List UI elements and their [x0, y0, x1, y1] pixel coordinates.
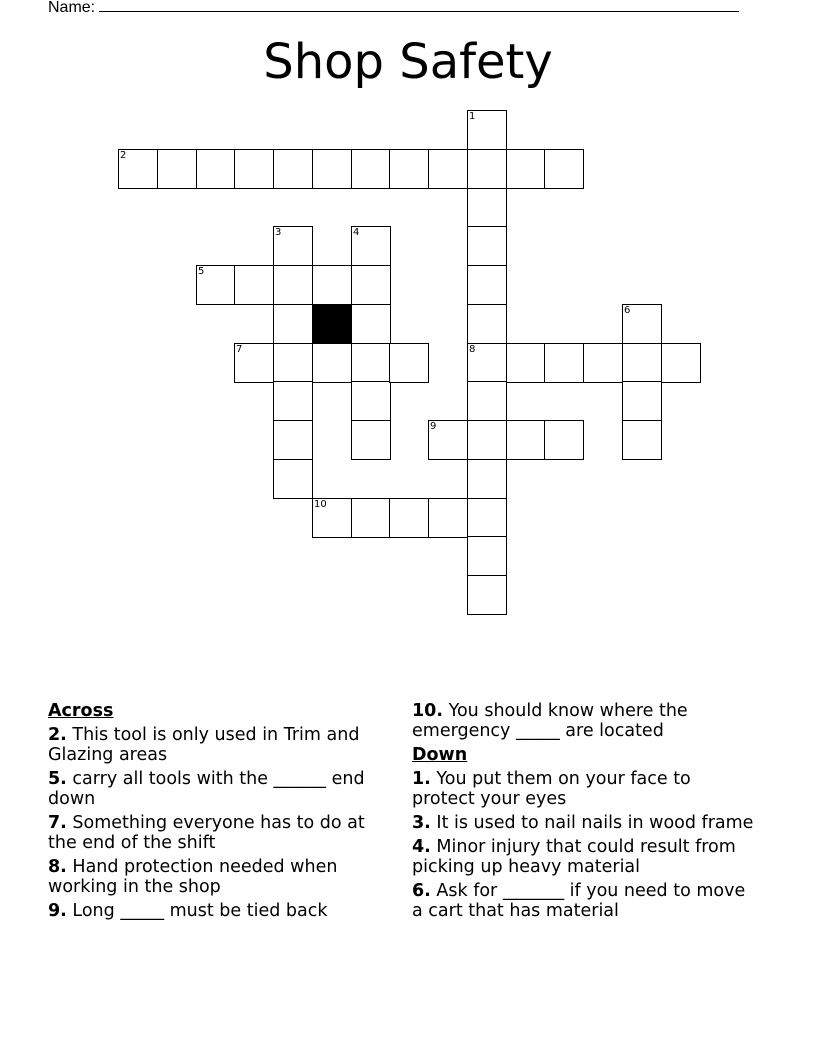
- grid-cell[interactable]: [622, 381, 662, 421]
- grid-cell[interactable]: [273, 265, 313, 305]
- grid-cell[interactable]: [234, 149, 274, 189]
- grid-cell[interactable]: [351, 149, 391, 189]
- grid-cell[interactable]: [467, 381, 507, 421]
- grid-cell[interactable]: [351, 381, 391, 421]
- across-heading: Across: [48, 701, 114, 721]
- clue-across-10: 10. You should know where the emergency _____ are located: [412, 701, 688, 741]
- name-field[interactable]: [48, 0, 739, 17]
- clue-number: 5: [198, 266, 205, 277]
- clue-number: 7: [236, 344, 243, 355]
- page-title: Shop Safety: [263, 34, 553, 90]
- grid-cell[interactable]: [118, 149, 158, 189]
- grid-cell[interactable]: [622, 304, 662, 344]
- grid-cell[interactable]: [312, 343, 352, 383]
- clue-down-6: 6. Ask for _______ if you need to move a cart that has material: [412, 881, 746, 921]
- grid-cell[interactable]: [467, 536, 507, 576]
- grid-cell[interactable]: [389, 149, 429, 189]
- grid-cell[interactable]: [467, 149, 507, 189]
- name-underline[interactable]: [99, 0, 739, 12]
- clue-across-7: 7. Something everyone has to do at the end of the shift: [48, 813, 365, 853]
- grid-cell[interactable]: [544, 343, 584, 383]
- grid-cell[interactable]: [467, 304, 507, 344]
- grid-cell[interactable]: [273, 304, 313, 344]
- grid-cell[interactable]: [622, 343, 662, 383]
- grid-cell[interactable]: [351, 226, 391, 266]
- grid-cell[interactable]: [467, 226, 507, 266]
- clue-down-1: 1. You put them on your face to protect your eyes: [412, 769, 691, 809]
- grid-cell[interactable]: [273, 459, 313, 499]
- clue-down-3: 3. It is used to nail nails in wood frame: [412, 813, 754, 833]
- name-label: Name:: [48, 0, 96, 16]
- grid-cell[interactable]: [157, 149, 197, 189]
- grid-cell[interactable]: [506, 343, 546, 383]
- grid-cell[interactable]: [622, 420, 662, 460]
- grid-cell[interactable]: [467, 420, 507, 460]
- grid-cell[interactable]: [196, 265, 236, 305]
- grid-cell[interactable]: [196, 149, 236, 189]
- clue-number: 2: [120, 150, 127, 161]
- grid-cell[interactable]: [506, 149, 546, 189]
- grid-cell[interactable]: [351, 498, 391, 538]
- grid-cell[interactable]: [428, 149, 468, 189]
- grid-cell[interactable]: [351, 265, 391, 305]
- grid-cell[interactable]: [273, 226, 313, 266]
- grid-cell[interactable]: [389, 498, 429, 538]
- clue-number: 1: [469, 111, 476, 122]
- grid-cell[interactable]: [273, 149, 313, 189]
- clue-number: 6: [624, 305, 631, 316]
- black-cell: [312, 304, 352, 344]
- grid-cell[interactable]: [351, 343, 391, 383]
- grid-cell[interactable]: [273, 381, 313, 421]
- clue-across-8: 8. Hand protection needed when working in the shop: [48, 857, 338, 897]
- down-heading: Down: [412, 745, 468, 765]
- grid-cell[interactable]: [234, 343, 274, 383]
- clue-number: 10: [314, 499, 327, 510]
- grid-cell[interactable]: [389, 343, 429, 383]
- grid-cell[interactable]: [506, 420, 546, 460]
- grid-cell[interactable]: [351, 420, 391, 460]
- grid-cell[interactable]: [273, 420, 313, 460]
- clue-across-2: 2. This tool is only used in Trim and Glazing areas: [48, 725, 360, 765]
- clue-number: 9: [430, 421, 437, 432]
- grid-cell[interactable]: [273, 343, 313, 383]
- grid-cell[interactable]: [583, 343, 623, 383]
- grid-cell[interactable]: [467, 110, 507, 150]
- grid-cell[interactable]: [312, 265, 352, 305]
- grid-cell[interactable]: [234, 265, 274, 305]
- clue-across-9: 9. Long _____ must be tied back: [48, 901, 328, 921]
- clues-left-column: [48, 701, 393, 925]
- clue-across-5: 5. carry all tools with the ______ end down: [48, 769, 365, 809]
- grid-cell[interactable]: [428, 498, 468, 538]
- grid-cell[interactable]: [467, 575, 507, 615]
- clue-down-4: 4. Minor injury that could result from picking up heavy material: [412, 837, 736, 877]
- grid-cell[interactable]: [312, 498, 352, 538]
- grid-cell[interactable]: [467, 188, 507, 228]
- grid-cell[interactable]: [428, 420, 468, 460]
- grid-cell[interactable]: [661, 343, 701, 383]
- grid-cell[interactable]: [467, 459, 507, 499]
- clues-right-column: [412, 701, 757, 925]
- grid-cell[interactable]: [312, 149, 352, 189]
- grid-cell[interactable]: [467, 265, 507, 305]
- clue-number: 8: [469, 344, 476, 355]
- clue-number: 4: [353, 227, 360, 238]
- grid-cell[interactable]: [544, 149, 584, 189]
- grid-cell[interactable]: [544, 420, 584, 460]
- grid-cell[interactable]: [467, 343, 507, 383]
- clue-number: 3: [275, 227, 282, 238]
- grid-cell[interactable]: [467, 498, 507, 538]
- grid-cell[interactable]: [351, 304, 391, 344]
